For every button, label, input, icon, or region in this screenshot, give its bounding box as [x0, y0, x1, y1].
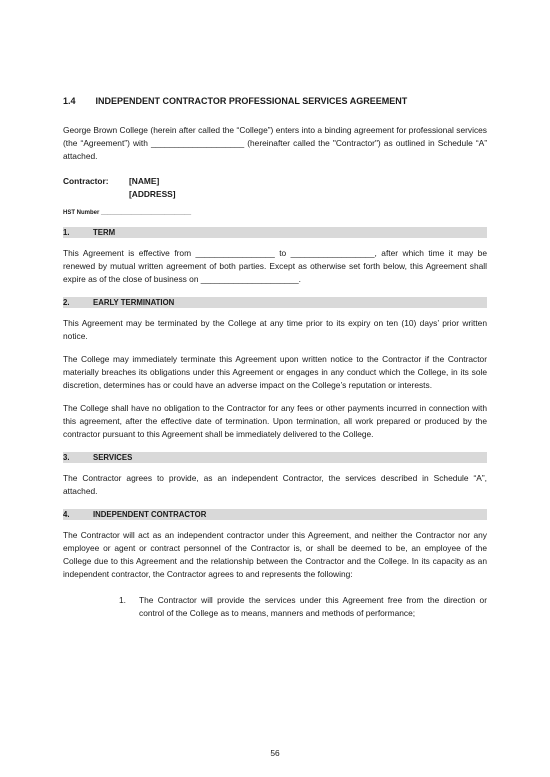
- list-item-number: 1.: [119, 595, 126, 605]
- document-title-text: INDEPENDENT CONTRACTOR PROFESSIONAL SERVICES AGREEMENT: [95, 96, 408, 106]
- section-heading-independent-contractor: [63, 509, 487, 520]
- section-number: 4.: [63, 510, 70, 519]
- hst-number-line: HST Number ___________________________: [63, 210, 192, 216]
- section-title: TERM: [93, 228, 116, 237]
- termination-paragraph-2: The College may immediately terminate this Agreement upon written notice to the Contractor if the Contractor materially breaches its obligations under this Agreement or engages in any conduct which the College, in its sole discretion, determines has or could have an adverse impact on the College’s reputation or interests.: [63, 354, 487, 390]
- list-item-text: The Contractor will provide the services under this Agreement free from the direction or control of the College as to means, manners and methods of performance;: [139, 595, 487, 618]
- section-number: 1.: [63, 228, 70, 237]
- list-item: [63, 594, 487, 620]
- contractor-name: [NAME]: [129, 176, 160, 186]
- section-title: INDEPENDENT CONTRACTOR: [93, 510, 207, 519]
- contractor-label: Contractor:: [63, 176, 109, 186]
- intro-paragraph: George Brown College (herein after called the “College”) enters into a binding agreement for professional services (the “Agreement”) with ____________________ (hereinafter called the "Contractor") as outlined in Schedule “A” attached.: [63, 125, 487, 161]
- termination-paragraph-1: This Agreement may be terminated by the College at any time prior to its expiry on ten (10) days’ prior written notice.: [63, 318, 487, 341]
- section-heading-term: [63, 227, 487, 238]
- contractor-block: [63, 175, 487, 201]
- section-title: SERVICES: [93, 453, 133, 462]
- page-number: 56: [270, 748, 280, 758]
- termination-paragraph-3: The College shall have no obligation to the Contractor for any fees or other payments incurred in connection with this agreement, after the effective date of termination. Upon termination, all work prepared or produced by the contractor pursuant to this Agreement shall be immediately delivered to the College.: [63, 403, 487, 439]
- document-title-number: 1.4: [63, 96, 76, 106]
- section-heading-services: [63, 452, 487, 463]
- document-body: [63, 96, 487, 620]
- section-title: EARLY TERMINATION: [93, 298, 175, 307]
- contractor-address: [ADDRESS]: [129, 189, 176, 199]
- section-number: 2.: [63, 298, 70, 307]
- independent-contractor-paragraph: The Contractor will act as an independent contractor under this Agreement, and neither the Contractor nor any employee or agent or contract personnel of the Contractor is, or shall be deemed to be, an employee of the College due to this Agreement and the relationship between the Contractor and the College. In its capacity as an independent contractor, the Contractor agrees to and represents the following:: [63, 530, 487, 579]
- section-heading-early-termination: [63, 297, 487, 308]
- term-paragraph: This Agreement is effective from _________________ to __________________, after which time it may be renewed by mutual written agreement of both parties. Except as otherwise set forth below, this Agreement shall expire as of the close of business on _____________________.: [63, 248, 487, 284]
- section-number: 3.: [63, 453, 70, 462]
- services-paragraph: The Contractor agrees to provide, as an independent Contractor, the services described in Schedule “A”, attached.: [63, 473, 487, 496]
- document-title: [63, 96, 487, 106]
